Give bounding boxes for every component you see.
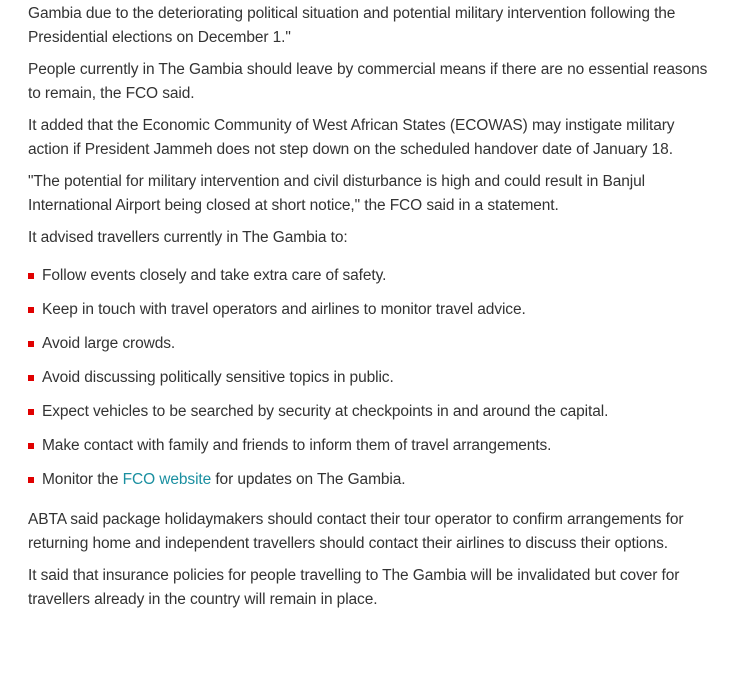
- paragraph: "The potential for military intervention and civil disturbance is high and could result in Banjul International Airport being closed at short notice," the FCO said in a statement.: [28, 173, 645, 214]
- paragraph: ABTA said package holidaymakers should contact their tour operator to confirm arrangements for returning home and independent travellers should contact their airlines to discuss their options.: [28, 511, 684, 552]
- bullet-icon: [28, 477, 34, 483]
- list-item: [28, 366, 718, 390]
- bullet-icon: [28, 443, 34, 449]
- list-item-text: Make contact with family and friends to inform them of travel arrangements.: [42, 437, 552, 454]
- bullet-icon: [28, 273, 34, 279]
- list-item: [28, 332, 718, 356]
- list-item: [28, 468, 718, 492]
- list-item: [28, 264, 718, 288]
- bullet-icon: [28, 307, 34, 313]
- paragraph: Gambia due to the deteriorating political situation and potential military intervention following the Presidential elections on December 1.": [28, 5, 676, 46]
- list-item-suffix: for updates on The Gambia.: [211, 471, 406, 488]
- fco-website-link[interactable]: FCO website: [122, 471, 212, 488]
- list-item-text: Expect vehicles to be searched by security at checkpoints in and around the capital.: [42, 403, 609, 420]
- list-item: [28, 434, 718, 458]
- list-item-text: Avoid discussing politically sensitive topics in public.: [42, 369, 394, 386]
- list-item-text: Keep in touch with travel operators and airlines to monitor travel advice.: [42, 301, 526, 318]
- list-item-text: Avoid large crowds.: [42, 335, 176, 352]
- bullet-icon: [28, 375, 34, 381]
- bullet-icon: [28, 409, 34, 415]
- paragraph: It said that insurance policies for people travelling to The Gambia will be invalidated but cover for travellers already in the country will remain in place.: [28, 567, 680, 608]
- list-item: [28, 400, 718, 424]
- bullet-icon: [28, 341, 34, 347]
- list-item-prefix: Monitor the: [42, 471, 123, 488]
- list-item-text: Follow events closely and take extra care of safety.: [42, 267, 387, 284]
- paragraph: It advised travellers currently in The Gambia to:: [28, 229, 348, 246]
- paragraph: It added that the Economic Community of West African States (ECOWAS) may instigate military action if President Jammeh does not step down on the scheduled handover date of January 18.: [28, 117, 675, 158]
- list-item: [28, 298, 718, 322]
- article-body: [28, 2, 718, 620]
- advice-list: [28, 264, 718, 492]
- paragraph: People currently in The Gambia should leave by commercial means if there are no essential reasons to remain, the FCO said.: [28, 61, 708, 102]
